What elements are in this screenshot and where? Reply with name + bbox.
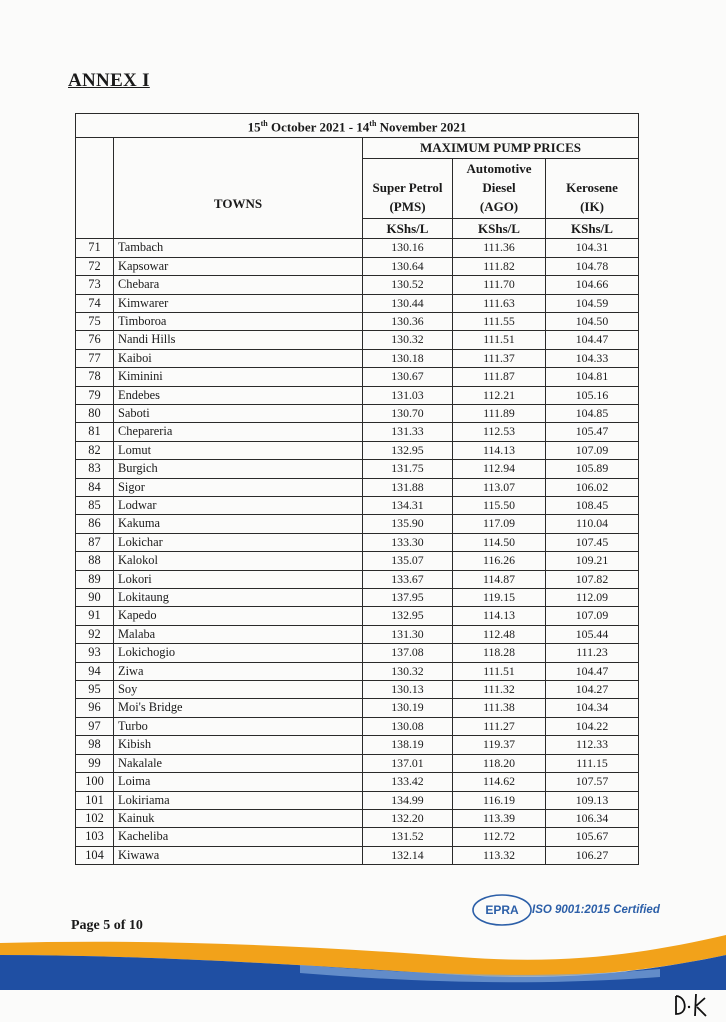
ago-price: 115.50 bbox=[453, 497, 546, 515]
row-number: 97 bbox=[76, 717, 114, 735]
ago-price: 111.89 bbox=[453, 404, 546, 422]
town-name: Endebes bbox=[114, 386, 363, 404]
town-name: Lokiriama bbox=[114, 791, 363, 809]
ago-price: 111.70 bbox=[453, 276, 546, 294]
ago-price: 116.26 bbox=[453, 552, 546, 570]
ik-price: 107.09 bbox=[546, 607, 639, 625]
town-name: Malaba bbox=[114, 625, 363, 643]
table-row bbox=[76, 331, 639, 349]
ik-price: 105.16 bbox=[546, 386, 639, 404]
max-pump-prices-header: MAXIMUM PUMP PRICES bbox=[363, 138, 639, 159]
row-number: 92 bbox=[76, 625, 114, 643]
pms-price: 130.36 bbox=[363, 312, 453, 330]
ik-price: 104.66 bbox=[546, 276, 639, 294]
row-number: 79 bbox=[76, 386, 114, 404]
pms-price: 133.42 bbox=[363, 773, 453, 791]
table-row bbox=[76, 625, 639, 643]
signature-initials bbox=[672, 990, 712, 1020]
max-prices-row bbox=[76, 138, 639, 159]
ik-price: 109.13 bbox=[546, 791, 639, 809]
ik-price: 104.34 bbox=[546, 699, 639, 717]
row-number: 82 bbox=[76, 441, 114, 459]
pms-price: 132.14 bbox=[363, 846, 453, 864]
ik-price: 107.09 bbox=[546, 441, 639, 459]
row-number: 75 bbox=[76, 312, 114, 330]
page-number: Page 5 of 10 bbox=[71, 918, 143, 933]
row-number: 76 bbox=[76, 331, 114, 349]
town-name: Lomut bbox=[114, 441, 363, 459]
table-row bbox=[76, 239, 639, 257]
ago-price: 113.39 bbox=[453, 809, 546, 827]
pump-prices-table bbox=[75, 113, 639, 865]
pms-price: 137.95 bbox=[363, 589, 453, 607]
pms-price: 130.18 bbox=[363, 349, 453, 367]
table-row bbox=[76, 570, 639, 588]
town-name: Kiminini bbox=[114, 368, 363, 386]
ik-price: 106.27 bbox=[546, 846, 639, 864]
table-row bbox=[76, 478, 639, 496]
table-row bbox=[76, 681, 639, 699]
ik-price: 106.02 bbox=[546, 478, 639, 496]
town-name: Nandi Hills bbox=[114, 331, 363, 349]
ago-price: 112.48 bbox=[453, 625, 546, 643]
ik-price: 107.57 bbox=[546, 773, 639, 791]
row-number: 72 bbox=[76, 257, 114, 275]
pms-price: 130.52 bbox=[363, 276, 453, 294]
ik-price: 104.78 bbox=[546, 257, 639, 275]
ago-price: 111.37 bbox=[453, 349, 546, 367]
pms-price: 134.99 bbox=[363, 791, 453, 809]
row-number: 77 bbox=[76, 349, 114, 367]
ago-price: 113.32 bbox=[453, 846, 546, 864]
ik-price: 104.59 bbox=[546, 294, 639, 312]
table-row bbox=[76, 589, 639, 607]
table-row bbox=[76, 809, 639, 827]
ik-price: 109.21 bbox=[546, 552, 639, 570]
pms-price: 132.20 bbox=[363, 809, 453, 827]
pms-price: 130.32 bbox=[363, 662, 453, 680]
pms-price: 131.52 bbox=[363, 828, 453, 846]
ago-price: 112.21 bbox=[453, 386, 546, 404]
table-row bbox=[76, 828, 639, 846]
table-row bbox=[76, 699, 639, 717]
ik-price: 104.27 bbox=[546, 681, 639, 699]
pms-price: 138.19 bbox=[363, 736, 453, 754]
pms-price: 130.67 bbox=[363, 368, 453, 386]
pms-price: 130.44 bbox=[363, 294, 453, 312]
town-name: Kiwawa bbox=[114, 846, 363, 864]
town-name: Kaiboi bbox=[114, 349, 363, 367]
row-number: 80 bbox=[76, 404, 114, 422]
town-name: Sigor bbox=[114, 478, 363, 496]
ago-price: 119.15 bbox=[453, 589, 546, 607]
table-row bbox=[76, 423, 639, 441]
pms-price: 130.16 bbox=[363, 239, 453, 257]
ik-price: 107.45 bbox=[546, 533, 639, 551]
pms-price: 130.32 bbox=[363, 331, 453, 349]
ago-price: 112.94 bbox=[453, 460, 546, 478]
town-name: Kibish bbox=[114, 736, 363, 754]
towns-column-header: TOWNS bbox=[114, 138, 363, 239]
ago-price: 111.63 bbox=[453, 294, 546, 312]
ago-price: 114.87 bbox=[453, 570, 546, 588]
town-name: Kimwarer bbox=[114, 294, 363, 312]
ago-price: 111.51 bbox=[453, 331, 546, 349]
pms-price: 131.75 bbox=[363, 460, 453, 478]
row-number: 98 bbox=[76, 736, 114, 754]
table-row bbox=[76, 404, 639, 422]
town-name: Kalokol bbox=[114, 552, 363, 570]
ik-price: 107.82 bbox=[546, 570, 639, 588]
town-name: Lodwar bbox=[114, 497, 363, 515]
row-number: 103 bbox=[76, 828, 114, 846]
ago-price: 111.27 bbox=[453, 717, 546, 735]
town-name: Timboroa bbox=[114, 312, 363, 330]
town-name: Nakalale bbox=[114, 754, 363, 772]
table-row bbox=[76, 276, 639, 294]
ago-price: 112.72 bbox=[453, 828, 546, 846]
table-row bbox=[76, 773, 639, 791]
town-name: Kakuma bbox=[114, 515, 363, 533]
pms-price: 131.30 bbox=[363, 625, 453, 643]
pms-price: 133.30 bbox=[363, 533, 453, 551]
pms-price: 131.88 bbox=[363, 478, 453, 496]
pms-price: 130.08 bbox=[363, 717, 453, 735]
town-name: Loima bbox=[114, 773, 363, 791]
town-name: Tambach bbox=[114, 239, 363, 257]
ago-price: 114.13 bbox=[453, 607, 546, 625]
pms-price: 137.08 bbox=[363, 644, 453, 662]
ik-column-header: Kerosene (IK) bbox=[546, 159, 639, 219]
table-row bbox=[76, 791, 639, 809]
row-number: 90 bbox=[76, 589, 114, 607]
town-name: Lokichogio bbox=[114, 644, 363, 662]
ik-price: 104.47 bbox=[546, 331, 639, 349]
town-name: Kacheliba bbox=[114, 828, 363, 846]
row-number: 100 bbox=[76, 773, 114, 791]
number-column-header bbox=[76, 138, 114, 239]
ago-price: 114.50 bbox=[453, 533, 546, 551]
ago-price: 111.51 bbox=[453, 662, 546, 680]
table-row bbox=[76, 607, 639, 625]
table-row bbox=[76, 717, 639, 735]
town-name: Kainuk bbox=[114, 809, 363, 827]
row-number: 81 bbox=[76, 423, 114, 441]
ik-price: 112.33 bbox=[546, 736, 639, 754]
table-row bbox=[76, 257, 639, 275]
town-name: Moi's Bridge bbox=[114, 699, 363, 717]
row-number: 102 bbox=[76, 809, 114, 827]
ik-price: 104.85 bbox=[546, 404, 639, 422]
ago-price: 111.55 bbox=[453, 312, 546, 330]
table-row bbox=[76, 754, 639, 772]
table-row bbox=[76, 368, 639, 386]
town-name: Chepareria bbox=[114, 423, 363, 441]
ago-price: 116.19 bbox=[453, 791, 546, 809]
row-number: 73 bbox=[76, 276, 114, 294]
town-name: Ziwa bbox=[114, 662, 363, 680]
row-number: 89 bbox=[76, 570, 114, 588]
epra-logo bbox=[471, 893, 533, 927]
pms-price: 134.31 bbox=[363, 497, 453, 515]
ago-price: 111.36 bbox=[453, 239, 546, 257]
pms-price: 131.33 bbox=[363, 423, 453, 441]
ik-price: 105.67 bbox=[546, 828, 639, 846]
ik-price: 112.09 bbox=[546, 589, 639, 607]
row-number: 87 bbox=[76, 533, 114, 551]
table-row bbox=[76, 644, 639, 662]
period-row bbox=[76, 114, 639, 138]
pms-column-header: Super Petrol (PMS) bbox=[363, 159, 453, 219]
price-rows bbox=[76, 239, 639, 865]
table-row bbox=[76, 533, 639, 551]
town-name: Burgich bbox=[114, 460, 363, 478]
town-name: Lokitaung bbox=[114, 589, 363, 607]
ago-price: 114.13 bbox=[453, 441, 546, 459]
town-name: Chebara bbox=[114, 276, 363, 294]
row-number: 71 bbox=[76, 239, 114, 257]
table-row bbox=[76, 552, 639, 570]
table-row bbox=[76, 312, 639, 330]
table-row bbox=[76, 736, 639, 754]
ago-price: 118.28 bbox=[453, 644, 546, 662]
ago-price: 119.37 bbox=[453, 736, 546, 754]
town-name: Kapedo bbox=[114, 607, 363, 625]
footer-band bbox=[0, 925, 726, 990]
pms-unit: KShs/L bbox=[363, 219, 453, 239]
table-row bbox=[76, 460, 639, 478]
row-number: 94 bbox=[76, 662, 114, 680]
row-number: 84 bbox=[76, 478, 114, 496]
ago-unit: KShs/L bbox=[453, 219, 546, 239]
row-number: 83 bbox=[76, 460, 114, 478]
table-row bbox=[76, 294, 639, 312]
ago-price: 111.82 bbox=[453, 257, 546, 275]
town-name: Lokori bbox=[114, 570, 363, 588]
table-row bbox=[76, 662, 639, 680]
town-name: Soy bbox=[114, 681, 363, 699]
row-number: 85 bbox=[76, 497, 114, 515]
ik-price: 108.45 bbox=[546, 497, 639, 515]
ik-price: 104.50 bbox=[546, 312, 639, 330]
epra-logo-text: EPRA bbox=[485, 903, 519, 917]
town-name: Kapsowar bbox=[114, 257, 363, 275]
ik-price: 104.33 bbox=[546, 349, 639, 367]
pms-price: 130.64 bbox=[363, 257, 453, 275]
table-row bbox=[76, 349, 639, 367]
town-name: Lokichar bbox=[114, 533, 363, 551]
table-row bbox=[76, 846, 639, 864]
row-number: 93 bbox=[76, 644, 114, 662]
pms-price: 135.07 bbox=[363, 552, 453, 570]
town-name: Turbo bbox=[114, 717, 363, 735]
row-number: 95 bbox=[76, 681, 114, 699]
ik-price: 104.47 bbox=[546, 662, 639, 680]
ik-price: 111.23 bbox=[546, 644, 639, 662]
table-row bbox=[76, 441, 639, 459]
town-name: Saboti bbox=[114, 404, 363, 422]
ago-price: 111.87 bbox=[453, 368, 546, 386]
pms-price: 132.95 bbox=[363, 607, 453, 625]
period-header: 15th October 2021 - 14th November 2021 bbox=[76, 114, 639, 138]
ago-price: 112.53 bbox=[453, 423, 546, 441]
pms-price: 130.70 bbox=[363, 404, 453, 422]
annex-title: ANNEX I bbox=[68, 70, 150, 91]
row-number: 74 bbox=[76, 294, 114, 312]
row-number: 99 bbox=[76, 754, 114, 772]
ik-price: 105.44 bbox=[546, 625, 639, 643]
table-row bbox=[76, 386, 639, 404]
pms-price: 130.13 bbox=[363, 681, 453, 699]
ago-price: 111.32 bbox=[453, 681, 546, 699]
ik-price: 104.22 bbox=[546, 717, 639, 735]
pms-price: 130.19 bbox=[363, 699, 453, 717]
ago-price: 117.09 bbox=[453, 515, 546, 533]
pms-price: 133.67 bbox=[363, 570, 453, 588]
ik-unit: KShs/L bbox=[546, 219, 639, 239]
row-number: 96 bbox=[76, 699, 114, 717]
iso-certification: ISO 9001:2015 Certified bbox=[532, 904, 660, 916]
row-number: 91 bbox=[76, 607, 114, 625]
pms-price: 131.03 bbox=[363, 386, 453, 404]
ik-price: 105.89 bbox=[546, 460, 639, 478]
ik-price: 104.31 bbox=[546, 239, 639, 257]
table-row bbox=[76, 497, 639, 515]
ago-column-header: Automotive Diesel (AGO) bbox=[453, 159, 546, 219]
ago-price: 113.07 bbox=[453, 478, 546, 496]
ik-price: 105.47 bbox=[546, 423, 639, 441]
row-number: 104 bbox=[76, 846, 114, 864]
ago-price: 111.38 bbox=[453, 699, 546, 717]
pms-price: 135.90 bbox=[363, 515, 453, 533]
row-number: 88 bbox=[76, 552, 114, 570]
row-number: 101 bbox=[76, 791, 114, 809]
ik-price: 111.15 bbox=[546, 754, 639, 772]
ik-price: 110.04 bbox=[546, 515, 639, 533]
pms-price: 137.01 bbox=[363, 754, 453, 772]
ik-price: 106.34 bbox=[546, 809, 639, 827]
row-number: 86 bbox=[76, 515, 114, 533]
ik-price: 104.81 bbox=[546, 368, 639, 386]
row-number: 78 bbox=[76, 368, 114, 386]
pms-price: 132.95 bbox=[363, 441, 453, 459]
ago-price: 118.20 bbox=[453, 754, 546, 772]
ago-price: 114.62 bbox=[453, 773, 546, 791]
table-row bbox=[76, 515, 639, 533]
